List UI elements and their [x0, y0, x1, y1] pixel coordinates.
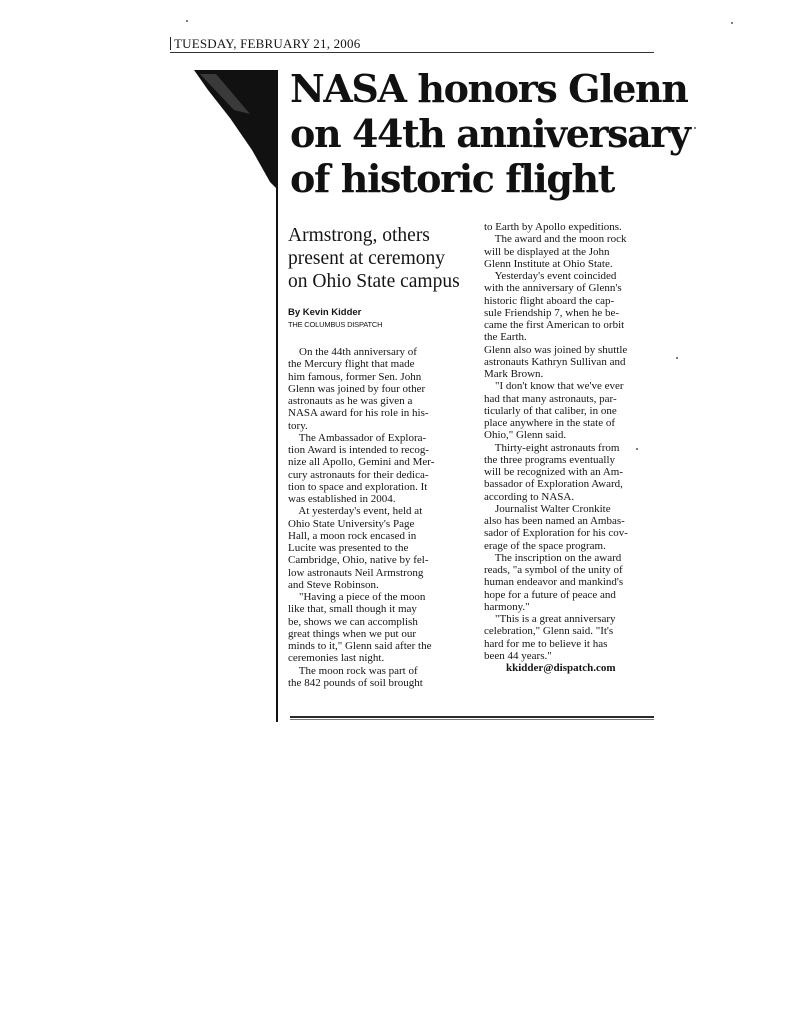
- text-line: Ohio," Glenn said.: [484, 429, 567, 442]
- text-line: the Earth.: [484, 331, 527, 344]
- text-line: the 842 pounds of soil brought: [288, 676, 423, 689]
- text-line: had that many astronauts, par-: [484, 392, 617, 405]
- text-line: low astronauts Neil Armstrong: [288, 566, 424, 579]
- text-line: ticularly of that caliber, in one: [484, 404, 617, 417]
- top-rule: [170, 52, 654, 53]
- text-line: The inscription on the award: [484, 551, 622, 564]
- scan-speck: [676, 357, 678, 359]
- scan-speck: [694, 127, 696, 129]
- text-line: sador of Exploration for his cov-: [484, 527, 628, 540]
- subhead-line: Armstrong, others: [288, 225, 430, 246]
- text-line: human endeavor and mankind's: [484, 576, 624, 589]
- text-line: historic flight aboard the cap-: [484, 294, 615, 307]
- text-line: erage of the space program.: [484, 539, 606, 552]
- text-line: minds to it," Glenn said after the: [288, 640, 432, 652]
- scan-speck: [636, 448, 638, 450]
- text-line: Yesterday's event coincided: [484, 270, 617, 282]
- bottom-rule: [290, 716, 654, 718]
- text-line: him famous, former Sen. John: [288, 370, 422, 383]
- text-line: reads, "a symbol of the unity of: [484, 564, 623, 576]
- text-line: nize all Apollo, Gemini and Mer-: [288, 456, 435, 469]
- text-line: ceremonies last night.: [288, 652, 385, 665]
- text-line: tory.: [288, 419, 308, 432]
- text-line: NASA award for his role in his-: [288, 407, 429, 420]
- text-line: "This is a great anniversary: [484, 613, 616, 625]
- text-line: great things when we put our: [288, 627, 416, 640]
- text-line: be, shows we can accomplish: [288, 615, 418, 628]
- dateline-text: TUESDAY, FEBRUARY 21, 2006: [174, 36, 361, 51]
- headline: [290, 66, 690, 201]
- text-line: the three programs eventually: [484, 453, 616, 466]
- text-line: been 44 years.": [484, 649, 552, 662]
- dateline: [170, 36, 360, 52]
- scan-speck: [186, 20, 188, 22]
- text-line: hard for me to believe it has: [484, 637, 608, 650]
- text-line: will be displayed at the John: [484, 245, 610, 258]
- text-line: also has been named an Ambas-: [484, 515, 625, 527]
- text-line: like that, small though it may: [288, 603, 417, 616]
- text-line: sule Friendship 7, when he be-: [484, 306, 620, 319]
- text-line: Glenn was joined by four other: [288, 382, 426, 395]
- text-line: Glenn also was joined by shuttle: [484, 343, 628, 356]
- text-line: astronauts as he was given a: [288, 395, 413, 407]
- text-line: astronauts Kathryn Sullivan and: [484, 355, 626, 368]
- text-line: to Earth by Apollo expeditions.: [484, 221, 622, 233]
- bottom-rule-thin: [290, 719, 654, 720]
- byline: [288, 307, 478, 329]
- corner-wedge-graphic: [190, 70, 276, 190]
- text-line: Hall, a moon rock encased in: [288, 529, 417, 542]
- text-line: will be recognized with an Am-: [484, 466, 623, 478]
- text-line: The Ambassador of Explora-: [288, 431, 427, 444]
- text-line: the Mercury flight that made: [288, 358, 415, 371]
- scan-speck: [731, 22, 733, 24]
- headline-line: of historic flight: [290, 156, 614, 201]
- text-line: Glenn Institute at Ohio State.: [484, 257, 613, 270]
- subhead-line: on Ohio State campus: [288, 271, 460, 292]
- text-line: celebration," Glenn said. "It's: [484, 625, 614, 638]
- text-line: according to NASA.: [484, 490, 575, 503]
- publication-name: THE COLUMBUS DISPATCH: [288, 320, 383, 329]
- text-line: tion to space and exploration. It: [288, 480, 428, 493]
- text-line: The moon rock was part of: [288, 664, 418, 677]
- text-line: and Steve Robinson.: [288, 578, 379, 591]
- text-line: The award and the moon rock: [484, 233, 627, 246]
- article-column-1: [288, 346, 474, 689]
- text-line: hope for a future of peace and: [484, 588, 616, 601]
- text-line: Mark Brown.: [484, 368, 544, 380]
- text-line: Thirty-eight astronauts from: [484, 441, 620, 454]
- text-line: On the 44th anniversary of: [288, 346, 417, 358]
- text-line: Lucite was presented to the: [288, 542, 409, 554]
- text-line: place anywhere in the state of: [484, 417, 616, 429]
- text-line: "Having a piece of the moon: [288, 591, 426, 603]
- article-column-2: [484, 221, 670, 674]
- text-line: tion Award is intended to recog-: [288, 444, 430, 456]
- text-line: cury astronauts for their dedica-: [288, 468, 429, 481]
- text-line: harmony.": [484, 600, 530, 613]
- author-email: kkidder@dispatch.com: [506, 662, 616, 674]
- text-line: was established in 2004.: [288, 493, 396, 505]
- text-line: came the first American to orbit: [484, 319, 625, 331]
- author-name: By Kevin Kidder: [288, 307, 362, 318]
- subhead-line: present at ceremony: [288, 248, 446, 269]
- text-line: Ohio State University's Page: [288, 517, 415, 530]
- text-line: bassador of Exploration Award,: [484, 478, 623, 491]
- text-line: At yesterday's event, held at: [288, 505, 423, 518]
- text-line: Journalist Walter Cronkite: [484, 502, 611, 515]
- text-line: with the anniversary of Glenn's: [484, 282, 622, 295]
- headline-line: on 44th anniversary: [290, 111, 690, 156]
- vertical-rule: [276, 70, 278, 722]
- text-line: "I don't know that we've ever: [484, 380, 624, 393]
- dateline-divider: [170, 37, 171, 50]
- headline-line: NASA honors Glenn: [290, 66, 688, 111]
- text-line: Cambridge, Ohio, native by fel-: [288, 554, 429, 567]
- subheadline: [288, 224, 478, 293]
